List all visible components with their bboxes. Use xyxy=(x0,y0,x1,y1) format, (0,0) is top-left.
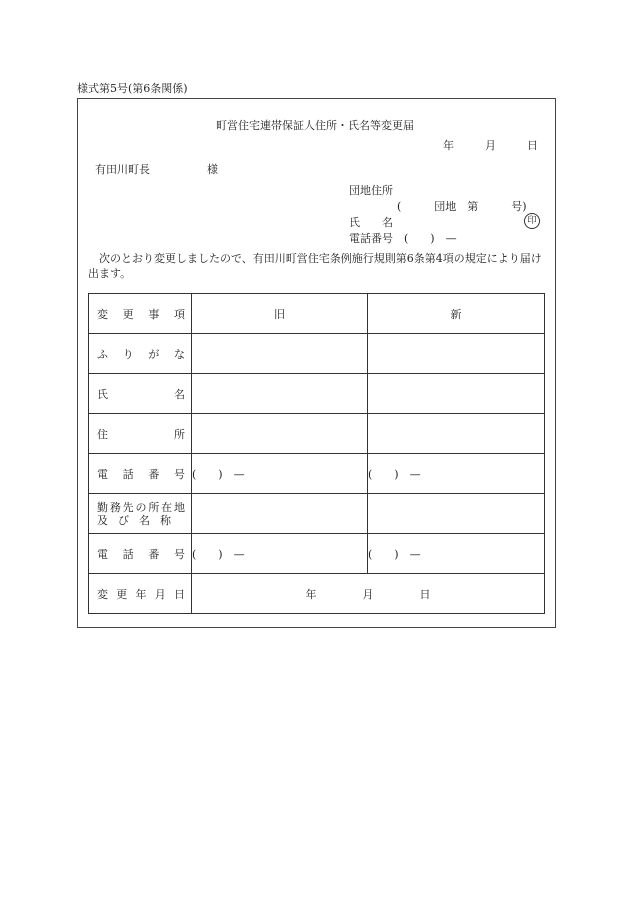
change-date-cell[interactable] xyxy=(192,574,545,614)
danchi-line: ( 団地 第 号) xyxy=(397,200,527,213)
label-char: 号 xyxy=(173,467,185,481)
label-char: 名 xyxy=(139,513,150,527)
seal-mark: 印 xyxy=(524,213,540,229)
document-title: 町営住宅連帯保証人住所・氏名等変更届 xyxy=(216,119,414,132)
hdr-char: 更 xyxy=(122,307,134,321)
label-char: 務 xyxy=(109,500,121,514)
hdr-char: 事 xyxy=(148,307,160,321)
header-old: 旧 xyxy=(192,294,368,334)
hdr-char: 変 xyxy=(97,307,108,321)
table-row-address xyxy=(89,414,545,454)
table-row-name xyxy=(89,374,545,414)
address-label: 団地住所 xyxy=(349,184,393,197)
label-char: 番 xyxy=(148,547,160,561)
table-row-work-phone xyxy=(89,534,545,574)
label-char: 電 xyxy=(97,547,108,561)
phone-new-cell[interactable]: ( ) — xyxy=(368,454,545,494)
workplace-new-cell[interactable] xyxy=(368,494,545,534)
table-header-row xyxy=(89,294,545,334)
work-phone-old-cell[interactable]: ( ) — xyxy=(192,534,368,574)
row-label xyxy=(89,534,192,574)
row-label xyxy=(89,414,192,454)
label-char: 話 xyxy=(122,547,134,561)
row-label xyxy=(89,574,192,614)
label-char: 変 xyxy=(97,587,108,601)
name-new-cell[interactable] xyxy=(368,374,545,414)
addressee-name: 有田川町長 xyxy=(95,163,150,176)
table-row-phone xyxy=(89,454,545,494)
label-char: 及 xyxy=(97,513,108,527)
table-row-workplace xyxy=(89,494,545,534)
label-char: な xyxy=(173,347,185,361)
table-row-change-date xyxy=(89,574,545,614)
label-char: 年 xyxy=(135,587,147,601)
header-item-cell xyxy=(89,294,192,334)
date-year: 年 xyxy=(443,139,454,152)
label-char: 勤 xyxy=(97,500,108,514)
row-label xyxy=(89,374,192,414)
label-char: 月 xyxy=(154,587,166,601)
change-table xyxy=(88,293,545,614)
form-number-label: 様式第5号(第6条関係) xyxy=(77,82,188,95)
body-text: 次のとおり変更しましたので、有田川町営住宅条例施行規則第6条第4項の規定により届け出ます。 xyxy=(88,252,542,280)
change-month: 月 xyxy=(362,587,374,601)
address-old-cell[interactable] xyxy=(192,414,368,454)
label-char: 在 xyxy=(161,500,173,514)
label-char: 番 xyxy=(148,467,160,481)
label-char: 所 xyxy=(148,500,160,514)
work-phone-new-cell[interactable]: ( ) — xyxy=(368,534,545,574)
label-char: の xyxy=(135,500,147,514)
change-year: 年 xyxy=(305,587,317,601)
label-char: 称 xyxy=(160,513,171,527)
date-line xyxy=(443,139,538,153)
address-new-cell[interactable] xyxy=(368,414,545,454)
label-char: 所 xyxy=(174,427,185,441)
row-label xyxy=(89,494,192,534)
workplace-old-cell[interactable] xyxy=(192,494,368,534)
name-old-cell[interactable] xyxy=(192,374,368,414)
change-day: 日 xyxy=(419,587,431,601)
phone-label: 電話番号 ( ) — xyxy=(349,232,457,245)
date-month: 月 xyxy=(485,139,496,152)
furigana-new-cell[interactable] xyxy=(368,334,545,374)
label-char: 話 xyxy=(122,467,134,481)
row-label xyxy=(89,334,192,374)
phone-old-cell[interactable]: ( ) — xyxy=(192,454,368,494)
name-label: 氏 名 xyxy=(349,216,393,229)
label-char: 地 xyxy=(173,500,185,514)
label-char: 電 xyxy=(97,467,108,481)
label-char: ふ xyxy=(97,347,108,361)
label-char: 日 xyxy=(174,587,185,601)
label-char: 氏 xyxy=(97,387,108,401)
label-char: 号 xyxy=(173,547,185,561)
addressee xyxy=(95,163,218,177)
label-char: 住 xyxy=(97,427,108,441)
label-char: り xyxy=(122,347,134,361)
label-char: 名 xyxy=(174,387,185,401)
date-day: 日 xyxy=(527,139,538,152)
addressee-honorific: 様 xyxy=(207,163,218,176)
furigana-old-cell[interactable] xyxy=(192,334,368,374)
label-char: 更 xyxy=(116,587,128,601)
header-new: 新 xyxy=(368,294,545,334)
applicant-block xyxy=(349,183,537,247)
row-label xyxy=(89,454,192,494)
label-char: が xyxy=(148,347,160,361)
label-char: び xyxy=(118,513,129,527)
table-row-furigana xyxy=(89,334,545,374)
hdr-char: 項 xyxy=(173,307,185,321)
label-char: 先 xyxy=(122,500,134,514)
